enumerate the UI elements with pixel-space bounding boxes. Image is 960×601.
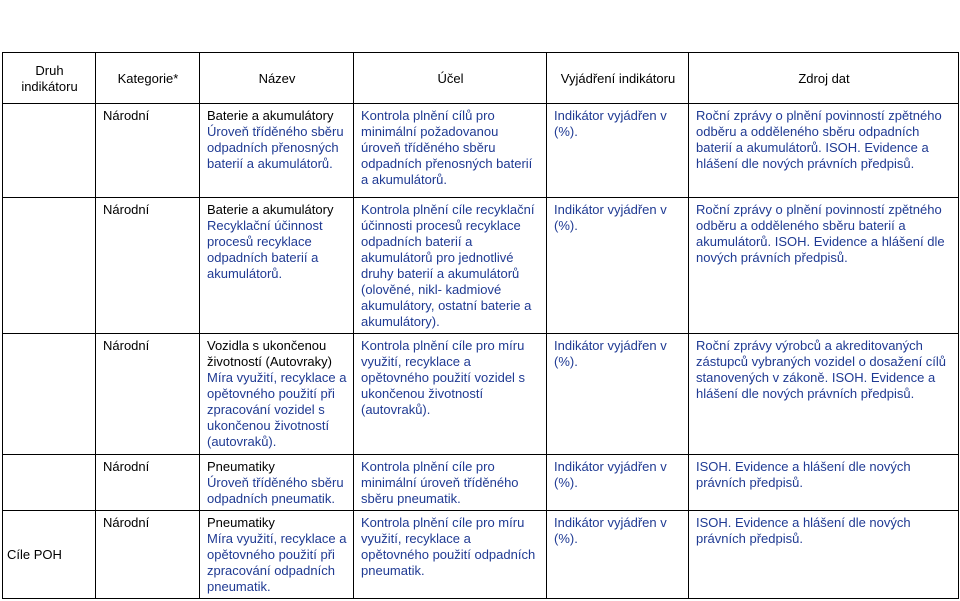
cell-ucel: Kontrola plnění cíle pro míru využití, recyklace a opětovného použití odpadních pneumatik. [354, 511, 547, 599]
cell-zdroj: Roční zprávy o plnění povinností zpětného odběru a odděleného sběru odpadních baterií a akumulátorů. ISOH. Evidence a hlášení dle nových právních předpisů. [689, 104, 959, 198]
cell-ucel: Kontrola plnění cíle pro minimální úroveň tříděného sběru pneumatik. [354, 455, 547, 511]
nazev-title: Pneumatiky [207, 459, 275, 474]
cell-druh [3, 455, 96, 511]
header-vyjadreni: Vyjádření indikátoru [547, 53, 689, 104]
nazev-detail: Recyklační účinnost procesů recyklace odpadních baterií a akumulátorů. [207, 218, 323, 281]
nazev-detail: Úroveň tříděného sběru odpadních přenosných baterií a akumulátorů. [207, 124, 344, 171]
cell-druh [3, 104, 96, 198]
header-zdroj: Zdroj dat [689, 53, 959, 104]
header-kategorie: Kategorie* [96, 53, 200, 104]
cell-zdroj: ISOH. Evidence a hlášení dle nových právních předpisů. [689, 511, 959, 599]
nazev-title: Baterie a akumulátory [207, 108, 334, 123]
header-ucel: Účel [354, 53, 547, 104]
header-row [3, 53, 959, 104]
cell-kategorie: Národní [96, 198, 200, 334]
cell-druh [3, 334, 96, 455]
cell-druh-goal: Cíle POH [3, 511, 96, 599]
cell-nazev [200, 455, 354, 511]
table-row [3, 511, 959, 599]
cell-vyjadreni: Indikátor vyjádřen v (%). [547, 511, 689, 599]
table-row [3, 455, 959, 511]
nazev-title: Baterie a akumulátory [207, 202, 334, 217]
table-row [3, 198, 959, 334]
cell-nazev [200, 511, 354, 599]
cell-vyjadreni: Indikátor vyjádřen v (%). [547, 334, 689, 455]
indicator-table [2, 52, 959, 599]
nazev-title: Vozidla s ukončenou životností (Autovraky) [207, 338, 332, 369]
cell-kategorie: Národní [96, 455, 200, 511]
cell-vyjadreni: Indikátor vyjádřen v (%). [547, 198, 689, 334]
cell-nazev [200, 104, 354, 198]
cell-ucel: Kontrola plnění cíle pro míru využití, recyklace a opětovného použití vozidel s ukončenou životností (autovraků). [354, 334, 547, 455]
nazev-detail: Úroveň tříděného sběru odpadních pneumatik. [207, 475, 344, 506]
nazev-title: Pneumatiky [207, 515, 275, 530]
cell-ucel: Kontrola plnění cílů pro minimální požadovanou úroveň tříděného sběru odpadních přenosných baterií a akumulátorů. [354, 104, 547, 198]
cell-zdroj: Roční zprávy výrobců a akreditovaných zástupců vybraných vozidel o dosažení cílů stanovených v zákoně. ISOH. Evidence a hlášení dle nových právních předpisů. [689, 334, 959, 455]
cell-kategorie: Národní [96, 334, 200, 455]
cell-nazev [200, 334, 354, 455]
nazev-detail: Míra využití, recyklace a opětovného použití při zpracování vozidel s ukončenou životností (autovraků). [207, 370, 347, 449]
cell-vyjadreni: Indikátor vyjádřen v (%). [547, 104, 689, 198]
table-row [3, 334, 959, 455]
cell-kategorie: Národní [96, 511, 200, 599]
cell-vyjadreni: Indikátor vyjádřen v (%). [547, 455, 689, 511]
cell-zdroj: ISOH. Evidence a hlášení dle nových právních předpisů. [689, 455, 959, 511]
cell-nazev [200, 198, 354, 334]
cell-druh [3, 198, 96, 334]
cell-kategorie: Národní [96, 104, 200, 198]
header-druh: Druh indikátoru [3, 53, 96, 104]
header-nazev: Název [200, 53, 354, 104]
cell-zdroj: Roční zprávy o plnění povinností zpětného odběru a odděleného sběru baterií a akumulátorů. ISOH. Evidence a hlášení dle nových právních předpisů. [689, 198, 959, 334]
cell-ucel: Kontrola plnění cíle recyklační účinnosti procesů recyklace odpadních baterií a akumulátorů pro jednotlivé druhy baterií a akumulátorů (olověné, nikl- kadmiové akumulátory, ostatní baterie a akumulátory). [354, 198, 547, 334]
table-row [3, 104, 959, 198]
nazev-detail: Míra využití, recyklace a opětovného použití při zpracování odpadních pneumatik. [207, 531, 347, 594]
